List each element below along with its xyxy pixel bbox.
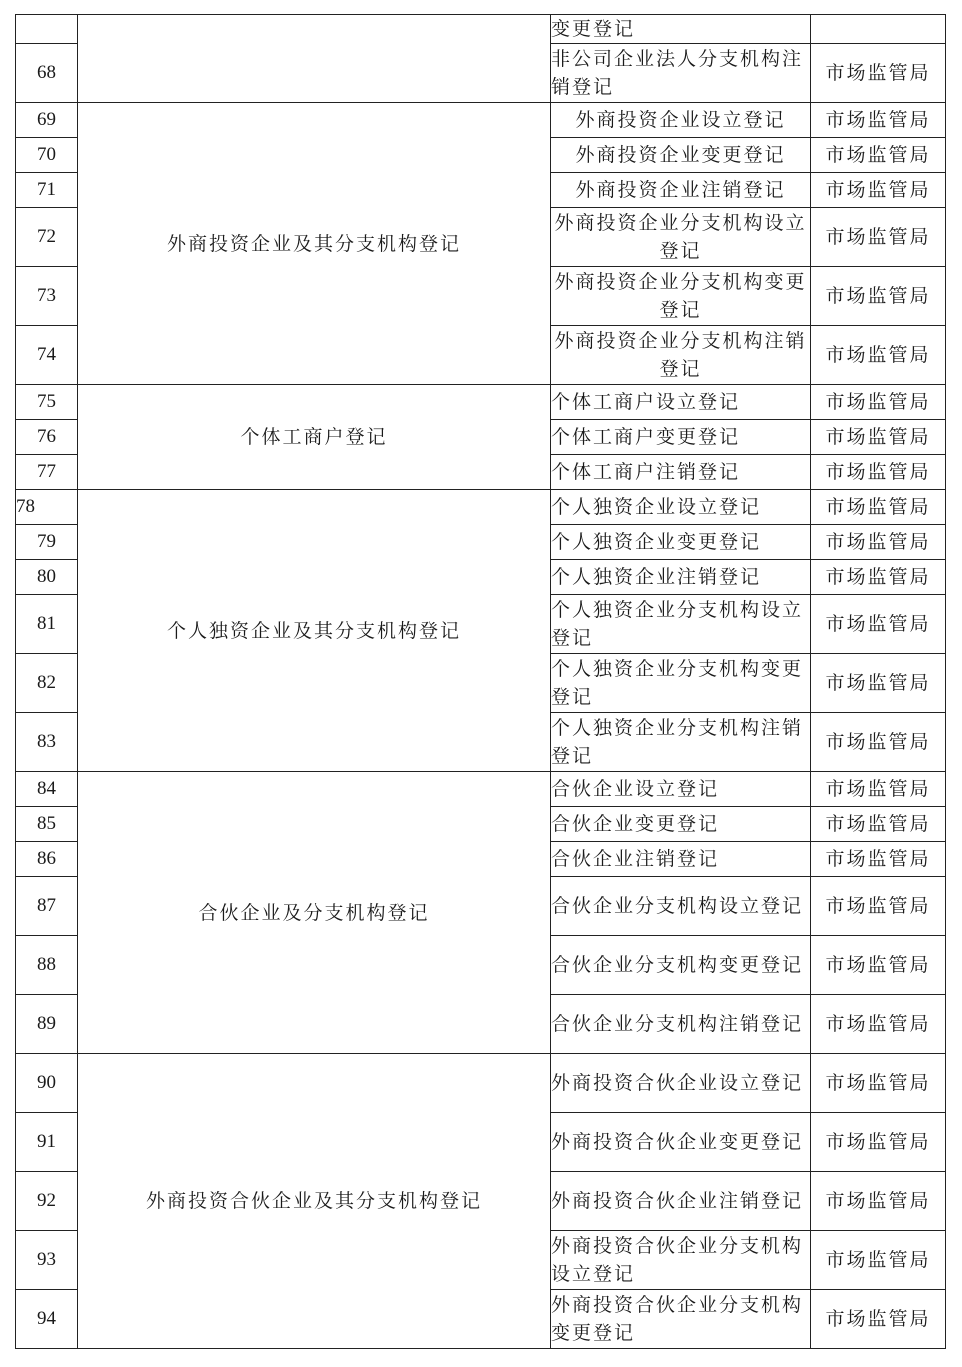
- item-name: 外商投资企业分支机构注销登记: [551, 326, 811, 385]
- group-name: [78, 15, 551, 103]
- item-name: 外商投资企业设立登记: [551, 103, 811, 138]
- item-name: 外商投资合伙企业分支机构设立登记: [551, 1231, 811, 1290]
- department: 市场监管局: [811, 1172, 946, 1231]
- item-name: 合伙企业变更登记: [551, 807, 811, 842]
- row-number: 75: [16, 385, 78, 420]
- row-number: 78: [16, 490, 78, 525]
- item-name: 合伙企业分支机构设立登记: [551, 877, 811, 936]
- row-number: 94: [16, 1290, 78, 1349]
- department: 市场监管局: [811, 1290, 946, 1349]
- table-row: [16, 15, 946, 44]
- department: 市场监管局: [811, 138, 946, 173]
- table-row: [16, 772, 946, 807]
- item-name: 合伙企业注销登记: [551, 842, 811, 877]
- department: 市场监管局: [811, 490, 946, 525]
- row-number: 93: [16, 1231, 78, 1290]
- department: 市场监管局: [811, 1054, 946, 1113]
- row-number: [16, 15, 78, 44]
- item-name: 外商投资企业分支机构变更登记: [551, 267, 811, 326]
- item-name: 外商投资企业注销登记: [551, 173, 811, 208]
- group-name: 个人独资企业及其分支机构登记: [78, 490, 551, 772]
- row-number: 79: [16, 525, 78, 560]
- item-name: 外商投资合伙企业注销登记: [551, 1172, 811, 1231]
- department: 市场监管局: [811, 420, 946, 455]
- department: 市场监管局: [811, 103, 946, 138]
- department: 市场监管局: [811, 772, 946, 807]
- department: 市场监管局: [811, 1113, 946, 1172]
- row-number: 87: [16, 877, 78, 936]
- department: 市场监管局: [811, 267, 946, 326]
- table-row: [16, 385, 946, 420]
- row-number: 70: [16, 138, 78, 173]
- group-name: 外商投资合伙企业及其分支机构登记: [78, 1054, 551, 1349]
- item-name: 个人独资企业分支机构注销登记: [551, 713, 811, 772]
- row-number: 85: [16, 807, 78, 842]
- item-name: 个人独资企业分支机构变更登记: [551, 654, 811, 713]
- item-name: 合伙企业分支机构注销登记: [551, 995, 811, 1054]
- row-number: 68: [16, 44, 78, 103]
- department: 市场监管局: [811, 385, 946, 420]
- item-name: 个人独资企业设立登记: [551, 490, 811, 525]
- item-name: 合伙企业分支机构变更登记: [551, 936, 811, 995]
- item-name: 个人独资企业分支机构设立登记: [551, 595, 811, 654]
- department: 市场监管局: [811, 525, 946, 560]
- item-name: 合伙企业设立登记: [551, 772, 811, 807]
- row-number: 74: [16, 326, 78, 385]
- row-number: 82: [16, 654, 78, 713]
- department: 市场监管局: [811, 936, 946, 995]
- group-name: 个体工商户登记: [78, 385, 551, 490]
- item-name: 个人独资企业注销登记: [551, 560, 811, 595]
- table-row: [16, 103, 946, 138]
- row-number: 71: [16, 173, 78, 208]
- row-number: 89: [16, 995, 78, 1054]
- department: 市场监管局: [811, 326, 946, 385]
- table-row: [16, 490, 946, 525]
- item-name: 个体工商户变更登记: [551, 420, 811, 455]
- row-number: 77: [16, 455, 78, 490]
- department: 市场监管局: [811, 595, 946, 654]
- row-number: 80: [16, 560, 78, 595]
- department: 市场监管局: [811, 713, 946, 772]
- item-name: 非公司企业法人分支机构注销登记: [551, 44, 811, 103]
- item-name: 变更登记: [551, 15, 811, 44]
- department: [811, 15, 946, 44]
- item-name: 外商投资企业分支机构设立登记: [551, 208, 811, 267]
- item-name: 外商投资合伙企业分支机构变更登记: [551, 1290, 811, 1349]
- department: 市场监管局: [811, 44, 946, 103]
- group-name: 合伙企业及分支机构登记: [78, 772, 551, 1054]
- table-row: [16, 1054, 946, 1113]
- department: 市场监管局: [811, 560, 946, 595]
- department: 市场监管局: [811, 877, 946, 936]
- row-number: 72: [16, 208, 78, 267]
- group-name: 外商投资企业及其分支机构登记: [78, 103, 551, 385]
- row-number: 88: [16, 936, 78, 995]
- department: 市场监管局: [811, 455, 946, 490]
- item-name: 个体工商户注销登记: [551, 455, 811, 490]
- department: 市场监管局: [811, 807, 946, 842]
- row-number: 81: [16, 595, 78, 654]
- department: 市场监管局: [811, 208, 946, 267]
- department: 市场监管局: [811, 842, 946, 877]
- row-number: 76: [16, 420, 78, 455]
- item-name: 个体工商户设立登记: [551, 385, 811, 420]
- item-name: 个人独资企业变更登记: [551, 525, 811, 560]
- item-name: 外商投资合伙企业变更登记: [551, 1113, 811, 1172]
- row-number: 84: [16, 772, 78, 807]
- department: 市场监管局: [811, 173, 946, 208]
- department: 市场监管局: [811, 995, 946, 1054]
- row-number: 73: [16, 267, 78, 326]
- row-number: 92: [16, 1172, 78, 1231]
- row-number: 83: [16, 713, 78, 772]
- department: 市场监管局: [811, 654, 946, 713]
- department: 市场监管局: [811, 1231, 946, 1290]
- row-number: 91: [16, 1113, 78, 1172]
- row-number: 69: [16, 103, 78, 138]
- registration-items-table: [15, 14, 946, 1349]
- row-number: 90: [16, 1054, 78, 1113]
- item-name: 外商投资企业变更登记: [551, 138, 811, 173]
- item-name: 外商投资合伙企业设立登记: [551, 1054, 811, 1113]
- row-number: 86: [16, 842, 78, 877]
